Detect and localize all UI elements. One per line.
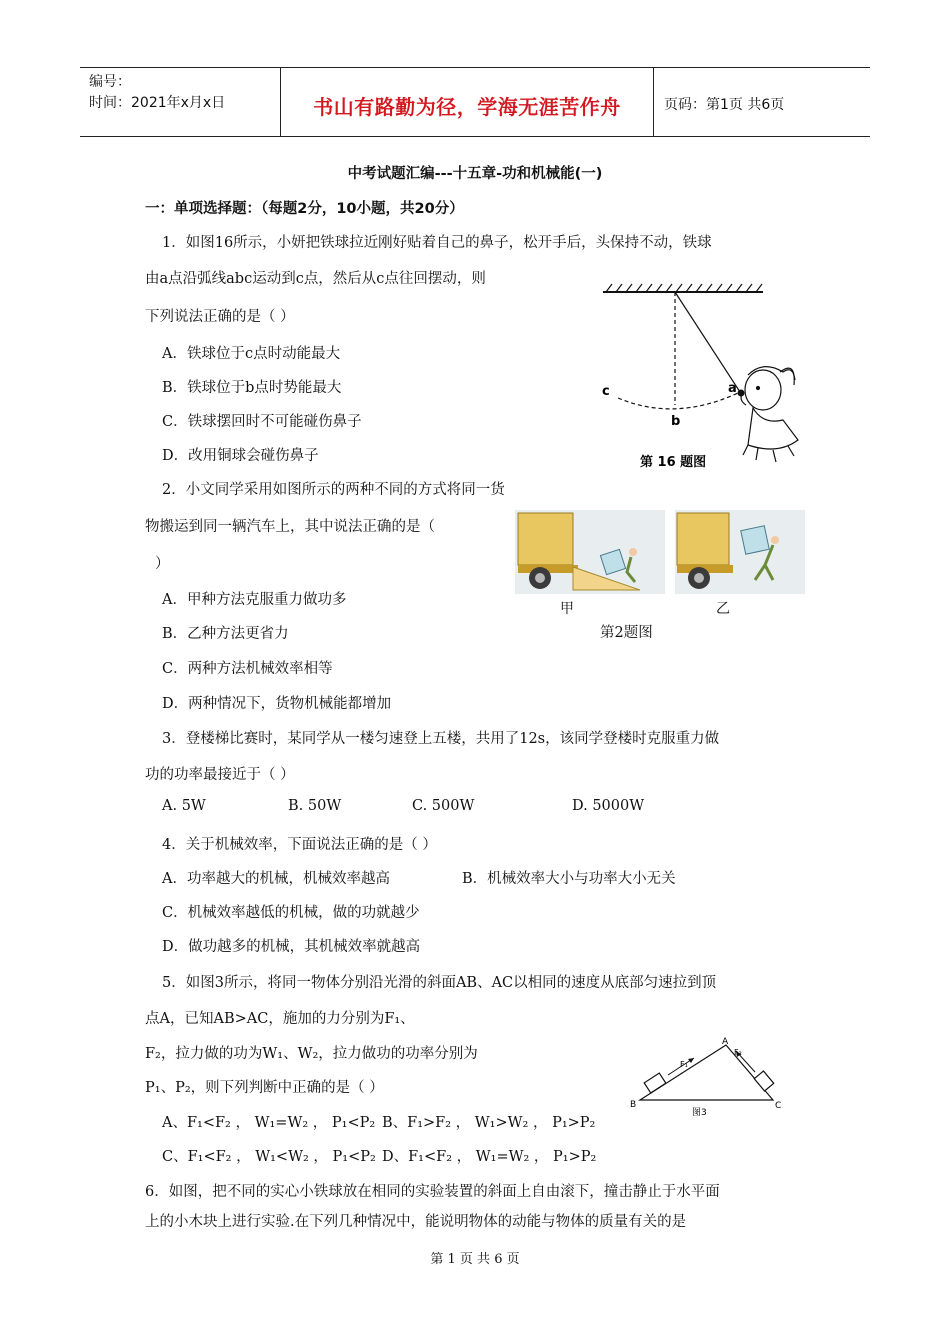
header-motto-cell bbox=[280, 68, 654, 136]
number-label: 编号： bbox=[89, 74, 131, 90]
q2-option-d: D．两种情况下，货物机械能都增加 bbox=[162, 696, 392, 712]
fig16-caption: 第 16 题图 bbox=[640, 455, 707, 470]
header-left-cell bbox=[80, 68, 280, 136]
page-footer: 第 1 页 共 6 页 bbox=[430, 1252, 520, 1267]
motto: 书山有路勤为径，学海无涯苦作舟 bbox=[313, 95, 621, 119]
q5-option-d: D、F₁<F₂ ， W₁=W₂ ， P₁>P₂ bbox=[382, 1149, 597, 1165]
truck-ramp-figure-jia bbox=[515, 510, 665, 594]
label-C: C bbox=[775, 1101, 782, 1111]
q1-option-b: B．铁球位于b点时势能最大 bbox=[162, 380, 342, 396]
q2-line3: ） bbox=[155, 556, 170, 572]
q5-option-a: A、F₁<F₂ ， W₁=W₂ ， P₁<P₂ bbox=[162, 1115, 376, 1131]
q3-option-d: D. 5000W bbox=[572, 798, 645, 814]
incline-figure bbox=[628, 1035, 788, 1125]
time-label: 时间：2021年x月x日 bbox=[89, 95, 226, 111]
q5-line1: 5．如图3所示，将同一物体分别沿光滑的斜面AB、AC以相同的速度从底部匀速拉到顶 bbox=[162, 975, 717, 991]
q4-option-a: A．功率越大的机械，机械效率越高 bbox=[162, 871, 390, 887]
section-heading: 一：单项选择题：（每题2分，10小题，共20分） bbox=[145, 201, 464, 217]
q6-line1: 6．如图，把不同的实心小铁球放在相同的实验装置的斜面上自由滚下，撞击静止于水平面 bbox=[145, 1184, 720, 1200]
page-info: 页码：第1页 共6页 bbox=[664, 97, 785, 113]
document-title: 中考试题汇编---十五章-功和机械能(一) bbox=[347, 166, 603, 182]
q2-option-a: A．甲种方法克服重力做功多 bbox=[162, 592, 347, 608]
q1-option-c: C．铁球摆回时不可能碰伤鼻子 bbox=[162, 414, 362, 430]
q4-option-c: C．机械效率越低的机械，做的功就越少 bbox=[162, 905, 420, 921]
q5-option-c: C、F₁<F₂ ， W₁<W₂ ， P₁<P₂ bbox=[162, 1149, 376, 1165]
label-F2: F₂ bbox=[734, 1048, 742, 1057]
q1-line1: 1．如图16所示，小妍把铁球拉近刚好贴着自己的鼻子，松开手后，头保持不动，铁球 bbox=[162, 235, 712, 251]
q2-line1: 2．小文同学采用如图所示的两种不同的方式将同一货 bbox=[162, 482, 505, 498]
q3-line2: 功的功率最接近于（ ） bbox=[145, 767, 295, 783]
q3-option-a: A. 5W bbox=[162, 798, 206, 814]
truck-lift-figure-yi bbox=[675, 510, 805, 594]
label-b: b bbox=[671, 414, 681, 429]
fig3-caption: 图3 bbox=[692, 1108, 707, 1118]
header-right-cell bbox=[654, 68, 870, 136]
q3-option-b: B. 50W bbox=[288, 798, 342, 814]
label-B: B bbox=[630, 1100, 637, 1110]
q3-line1: 3．登楼梯比赛时，某同学从一楼匀速登上五楼，共用了12s，该同学登楼时克服重力做 bbox=[162, 731, 720, 747]
q6-line2: 上的小木块上进行实验.在下列几种情况中，能说明物体的动能与物体的质量有关的是 bbox=[145, 1214, 687, 1230]
q4-option-b: B．机械效率大小与功率大小无关 bbox=[462, 871, 676, 887]
page-header bbox=[80, 67, 870, 137]
fig2-caption: 第2题图 bbox=[600, 625, 653, 641]
q5-option-b: B、F₁>F₂ ， W₁>W₂ ， P₁>P₂ bbox=[382, 1115, 596, 1131]
girl-illustration bbox=[741, 367, 798, 462]
pendulum-figure bbox=[598, 280, 828, 480]
q1-line3: 下列说法正确的是（ ） bbox=[145, 309, 295, 325]
label-A: A bbox=[722, 1037, 729, 1047]
q5-line3: F₂，拉力做的功为W₁、W₂，拉力做功的功率分别为 bbox=[145, 1046, 478, 1062]
q2-option-c: C．两种方法机械效率相等 bbox=[162, 661, 333, 677]
q2-option-b: B．乙种方法更省力 bbox=[162, 626, 289, 642]
label-yi: 乙 bbox=[716, 601, 730, 617]
q2-line2: 物搬运到同一辆汽车上，其中说法正确的是（ bbox=[145, 519, 435, 535]
q1-option-a: A．铁球位于c点时动能最大 bbox=[162, 346, 341, 362]
label-F1: F₁ bbox=[680, 1060, 688, 1069]
q1-option-d: D．改用铜球会碰伤鼻子 bbox=[162, 448, 319, 464]
label-jia: 甲 bbox=[560, 601, 574, 617]
q5-line4: P₁、P₂，则下列判断中正确的是（ ） bbox=[145, 1080, 384, 1096]
q5-line2: 点A，已知AB>AC，施加的力分别为F₁、 bbox=[145, 1011, 415, 1027]
q4-option-d: D．做功越多的机械，其机械效率就越高 bbox=[162, 939, 421, 955]
label-a: a bbox=[728, 381, 737, 396]
q1-line2: 由a点沿弧线abc运动到c点，然后从c点往回摆动，则 bbox=[145, 271, 486, 287]
q4-line1: 4．关于机械效率，下面说法正确的是（ ） bbox=[162, 837, 437, 853]
label-c: c bbox=[602, 384, 610, 399]
q3-option-c: C. 500W bbox=[412, 798, 475, 814]
